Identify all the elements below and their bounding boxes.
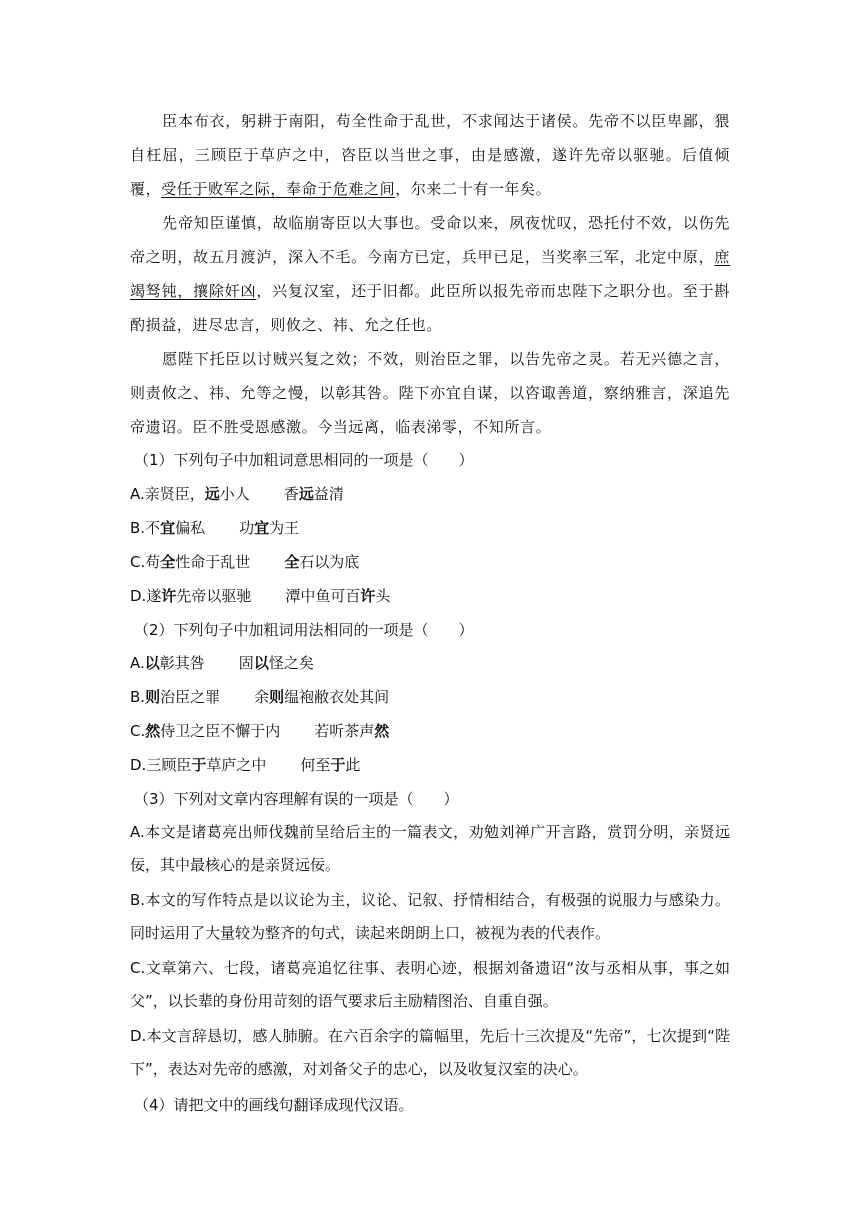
question-1-option-a: A.亲贤臣，远小人 香远益清 [130,485,344,503]
question-2-option-a: A.以彰其咎 固以怪之矣 [130,654,314,672]
passage-paragraph-1: 臣本布衣，躬耕于南阳，苟全性命于乱世，不求闻达于诸侯。先帝不以臣卑鄙，猥自枉屈，三顾臣于草庐之中，咨臣以当世之事，由是感激，遂许先帝以驱驰。后值倾覆，受任于败军之际，奉命于危难之间，尔来二十有一年矣。 [130,112,730,198]
passage-paragraph-2: 先帝知臣谨慎，故临崩寄臣以大事也。受命以来，夙夜忧叹，恐托付不效，以伤先帝之明，故五月渡泸，深入不毛。今南方已定，兵甲已足，当奖率三军，北定中原，庶竭驽钝，攘除奸凶，兴复汉室，还于旧都。此臣所以报先帝而忠陛下之职分也。至于斟酌损益，进尽忠言，则攸之、祎、允之任也。 [130,214,730,334]
question-3-option-b: B.本文的写作特点是以议论为主，议论、记叙、抒情相结合，有极强的说服力与感染力。同时运用了大量较为整齐的句式，读起来朗朗上口，被视为表的代表作。 [130,891,730,942]
question-2-option-b: B.则治臣之罪 余则缊袍敝衣处其间 [130,688,390,706]
question-1-option-b: B.不宜偏私 功宜为王 [130,519,300,537]
question-2-option-d: D.三顾臣于草庐之中 何至于此 [130,756,361,774]
question-3-option-d: D.本文言辞恳切，感人肺腑。在六百余字的篇幅里，先后十三次提及“先帝”，七次提到“陛下”，表达对先帝的感激，对刘备父子的忠心，以及收复汉室的决心。 [130,1027,730,1078]
question-1-prompt: （1）下列句子中加粗词意思相同的一项是（ ） [134,451,474,469]
underlined-sentence-2: 庶竭驽钝，攘除奸凶 [130,248,730,300]
question-4-prompt: （4）请把文中的画线句翻译成现代汉语。 [134,1096,414,1114]
question-3-option-c: C.文章第六、七段，诸葛亮追忆往事、表明心迹，根据刘备遗诏“汝与丞相从事，事之如父”，以长辈的身份用苛刻的语气要求后主励精图治、自重自强。 [130,959,730,1010]
passage-paragraph-3: 愿陛下托臣以讨贼兴复之效；不效，则治臣之罪，以告先帝之灵。若无兴德之言，则责攸之、祎、允等之慢，以彰其咎。陛下亦宜自谋，以咨诹善道，察纳雅言，深追先帝遗诏。臣不胜受恩感激。今当远离，临表涕零，不知所言。 [130,350,730,436]
question-1-option-c: C.苟全性命于乱世 全石以为底 [130,553,360,571]
question-1-option-d: D.遂许先帝以驱驰 潭中鱼可百许头 [130,587,391,605]
underlined-sentence-1: 受任于败军之际，奉命于危难之间 [161,180,396,198]
question-2-option-c: C.然侍卫之臣不懈于内 若听茶声然 [130,722,390,740]
question-3-prompt: （3）下列对文章内容理解有误的一项是（ ） [134,790,459,808]
question-2-prompt: （2）下列句子中加粗词用法相同的一项是（ ） [134,621,474,639]
question-3-option-a: A.本文是诸葛亮出师伐魏前呈给后主的一篇表文，劝勉刘禅广开言路，赏罚分明，亲贤远佞，其中最核心的是亲贤远佞。 [130,823,730,874]
